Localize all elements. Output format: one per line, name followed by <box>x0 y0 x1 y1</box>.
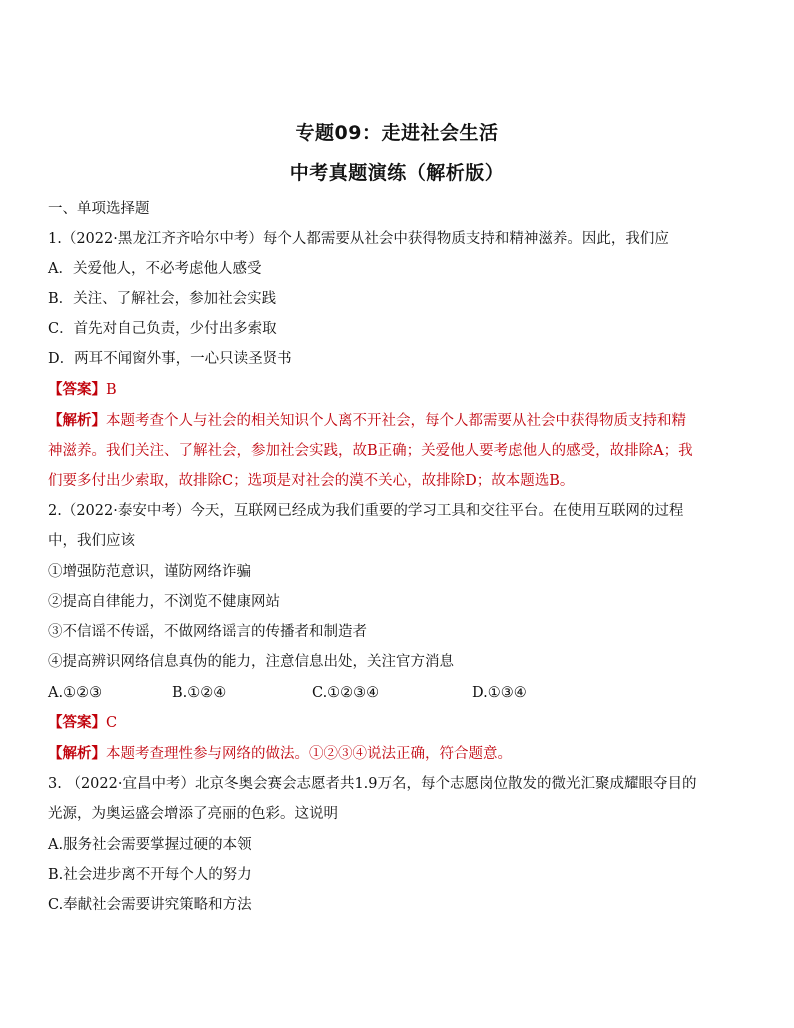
question-3-stem-line-2: 光源，为奥运盛会增添了亮丽的色彩。这说明 <box>48 806 338 822</box>
question-2-item-3: ③不信谣不传谣，不做网络谣言的传播者和制造者 <box>48 624 367 640</box>
page-title: 专题09：走进社会生活 <box>295 122 499 144</box>
question-3-option-c: C.奉献社会需要讲究策略和方法 <box>48 897 252 913</box>
question-2-answer <box>48 713 748 733</box>
answer-tag: 【答案】 <box>48 381 106 398</box>
question-2-stem-line-1: 2.（2022·泰安中考）今天，互联网已经成为我们重要的学习工具和交往平台。在使用互联网的过程 <box>48 503 684 519</box>
answer-value: B <box>106 382 117 398</box>
question-1-stem: 1.（2022·黑龙江齐齐哈尔中考）每个人都需要从社会中获得物质支持和精神滋养。因此，我们应 <box>48 231 669 247</box>
question-1-analysis-line-2: 神滋养。我们关注、了解社会，参加社会实践，故B正确；关爱他人要考虑他人的感受，故排除A；我 <box>48 443 693 459</box>
question-3-stem-line-1: 3. （2022·宜昌中考）北京冬奥会赛会志愿者共1.9万名，每个志愿岗位散发的微光汇聚成耀眼夺目的 <box>48 776 697 792</box>
question-1-analysis-line-3: 们要多付出少索取，故排除C；选项是对社会的漠不关心，故排除D；故本题选B。 <box>48 473 575 489</box>
answer-value: C <box>106 715 118 731</box>
question-1-option-a: A．关爱他人，不必考虑他人感受 <box>48 261 262 277</box>
question-1-option-c: C．首先对自己负责，少付出多索取 <box>48 321 277 337</box>
question-3-option-b: B.社会进步离不开每个人的努力 <box>48 867 252 883</box>
page-subtitle: 中考真题演练（解析版） <box>289 162 505 184</box>
question-1-option-d: D．两耳不闻窗外事，一心只读圣贤书 <box>48 351 292 367</box>
question-1-analysis-line-1 <box>48 411 748 431</box>
answer-tag: 【答案】 <box>48 714 106 731</box>
question-2-option-c: C.①②③④ <box>312 685 380 701</box>
question-3-option-a: A.服务社会需要掌握过硬的本领 <box>48 837 252 853</box>
question-2-item-2: ②提高自律能力，不浏览不健康网站 <box>48 594 280 610</box>
analysis-text: 本题考查理性参与网络的做法。①②③④说法正确，符合题意。 <box>106 746 512 762</box>
question-2-item-4: ④提高辨识网络信息真伪的能力，注意信息出处，关注官方消息 <box>48 654 454 670</box>
question-2-option-d: D.①③④ <box>472 685 527 701</box>
analysis-text: 本题考查个人与社会的相关知识个人离不开社会，每个人都需要从社会中获得物质支持和精 <box>106 413 686 429</box>
question-1-answer <box>48 380 748 400</box>
section-heading: 一、单项选择题 <box>48 201 150 217</box>
question-2-analysis <box>48 744 748 764</box>
question-1-option-b: B．关注、了解社会，参加社会实践 <box>48 291 277 307</box>
analysis-tag: 【解析】 <box>48 412 106 429</box>
question-2-stem-line-2: 中，我们应该 <box>48 533 135 549</box>
question-2-option-a: A.①②③ <box>48 685 103 701</box>
question-2-item-1: ①增强防范意识，谨防网络诈骗 <box>48 564 251 580</box>
analysis-tag: 【解析】 <box>48 745 106 762</box>
question-2-option-b: B.①②④ <box>172 685 227 701</box>
